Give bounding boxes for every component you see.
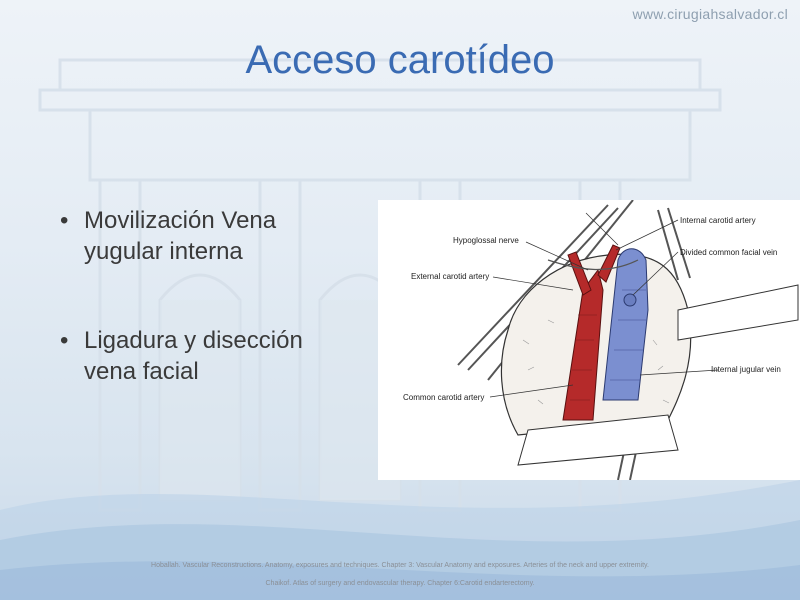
carotid-anatomy-figure [378, 200, 800, 480]
reference-line-1: Hoballah. Vascular Reconstructions. Anatomy, exposures and techniques. Chapter 3: Vascular Anatomy and exposures. Arteries of the neck and upper extremity. [151, 562, 649, 569]
bullet-item [58, 205, 348, 267]
label-hypoglossal-nerve: Hypoglossal nerve [453, 236, 519, 245]
label-internal-carotid-artery: Internal carotid artery [680, 216, 756, 225]
site-url: www.cirugiahsalvador.cl [632, 6, 788, 22]
bullet-text: Movilización Vena yugular interna [84, 207, 277, 265]
bullet-item [58, 325, 348, 387]
label-common-carotid-artery: Common carotid artery [403, 393, 485, 402]
reference-line-2: Chaikof. Atlas of surgery and endovascular therapy. Chapter 6:Carotid endarterectomy. [265, 580, 535, 587]
bullet-dot-icon: • [60, 207, 69, 234]
surgical-illustration [378, 200, 800, 480]
slide-title: Acceso carotídeo [245, 38, 555, 82]
bullet-dot-icon: • [60, 327, 69, 354]
label-internal-jugular-vein: Internal jugular vein [711, 365, 781, 374]
label-divided-common-facial-vein: Divided common facial vein [680, 248, 778, 257]
bullet-text: Ligadura y disección vena facial [84, 327, 303, 385]
label-external-carotid-artery: External carotid artery [411, 272, 490, 281]
bullet-list [58, 205, 348, 445]
